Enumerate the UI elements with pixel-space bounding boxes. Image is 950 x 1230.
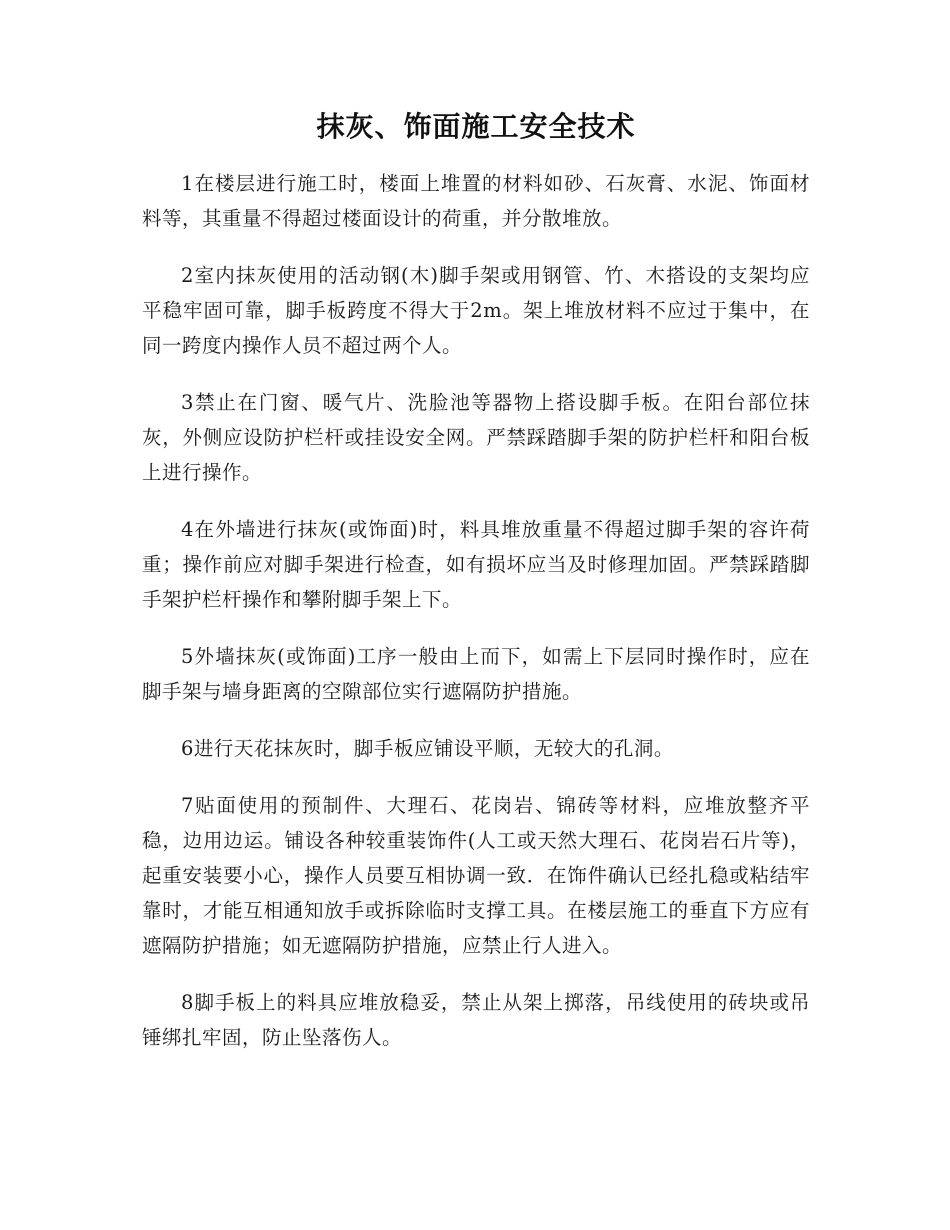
- paragraph-4: 4在外墙进行抹灰(或饰面)时，料具堆放重量不得超过脚手架的容许荷重；操作前应对脚手架进行检查，如有损坏应当及时修理加固。严禁踩踏脚手架护栏杆操作和攀附脚手架上下。: [142, 517, 810, 611]
- paragraph-5: 5外墙抹灰(或饰面)工序一般由上而下，如需上下层同时操作时，应在脚手架与墙身距离的空隙部位实行遮隔防护措施。: [142, 644, 810, 703]
- document-title: 抹灰、饰面施工安全技术: [316, 110, 636, 143]
- document-page: [142, 110, 810, 1077]
- paragraph-8: 8脚手板上的料具应堆放稳妥，禁止从架上掷落，吊线使用的砖块或吊锤绑扎牢固，防止坠落伤人。: [142, 990, 810, 1049]
- paragraph-1: 1在楼层进行施工时，楼面上堆置的材料如砂、石灰膏、水泥、饰面材料等，其重量不得超过楼面设计的荷重，并分散堆放。: [142, 171, 810, 230]
- paragraph-6: 6进行天花抹灰时，脚手板应铺设平顺，无较大的孔洞。: [181, 736, 674, 760]
- paragraph-3: 3禁止在门窗、暖气片、洗脸池等器物上搭设脚手板。在阳台部位抹灰，外侧应设防护栏杆或挂设安全网。严禁踩踏脚手架的防护栏杆和阳台板上进行操作。: [142, 390, 810, 484]
- paragraph-7: 7贴面使用的预制件、大理石、花岗岩、锦砖等材料，应堆放整齐平稳，边用边运。铺设各种较重装饰件(人工或天然大理石、花岗岩石片等)，起重安装要小心，操作人员要互相协调一致．在饰件确认已经扎稳或粘结牢靠时，才能互相通知放手或拆除临时支撑工具。在楼层施工的垂直下方应有遮隔防护措施；如无遮隔防护措施，应禁止行人进入。: [142, 793, 810, 957]
- paragraph-2: 2室内抹灰使用的活动钢(木)脚手架或用钢管、竹、木搭设的支架均应平稳牢固可靠，脚手板跨度不得大于2m。架上堆放材料不应过于集中，在同一跨度内操作人员不超过两个人。: [142, 263, 810, 357]
